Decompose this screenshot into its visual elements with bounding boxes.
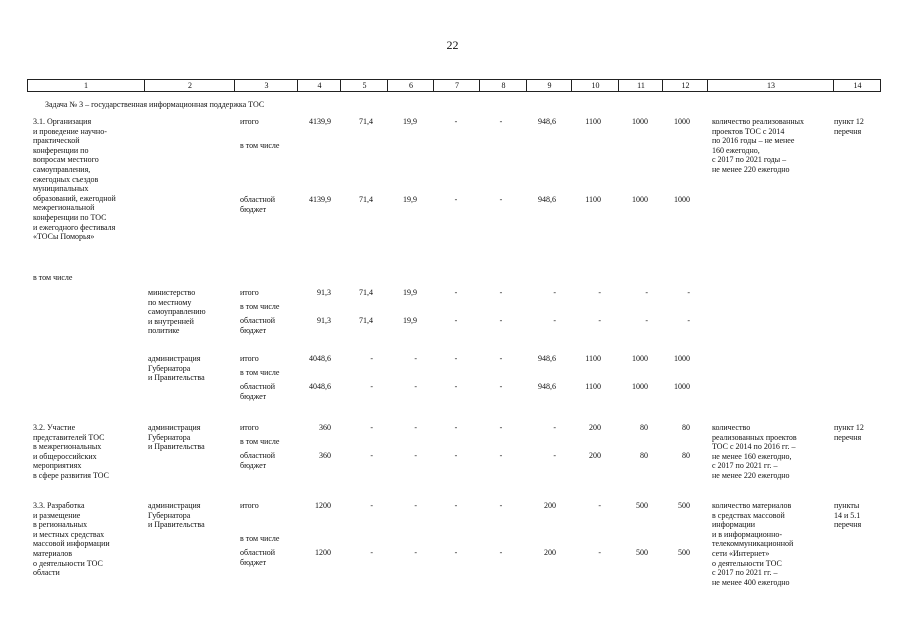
r31-obl-col8: - <box>499 195 503 204</box>
r33-obl-col4: 1200 <box>315 548 331 557</box>
oblastnoy-label: областной бюджет <box>240 548 276 567</box>
v-tom-chisle-label: в том числе <box>240 368 280 377</box>
v-tom-chisle-label: в том числе <box>240 437 280 446</box>
itogo-label: итого <box>240 354 259 363</box>
min-itogo-col7: - <box>454 288 458 297</box>
r32-itogo-col7: - <box>454 423 458 432</box>
r33-obl-col10: - <box>598 548 601 557</box>
r32-itogo-col4: 360 <box>319 423 331 432</box>
r31-itogo-col7: - <box>454 117 458 126</box>
r33-itogo-col10: - <box>598 501 601 510</box>
adm-itogo-col10: 1100 <box>585 354 601 363</box>
r33-obl-col11: 500 <box>636 548 648 557</box>
r33-obl-col6: - <box>414 548 417 557</box>
itogo-label: итого <box>240 288 259 297</box>
r31-itogo-col10: 1100 <box>585 117 601 126</box>
min-obl-col11: - <box>645 316 648 325</box>
r32-obl-col11: 80 <box>640 451 648 460</box>
header-col-2: 2 <box>144 80 235 91</box>
indicator-3-1: количество реализованных проектов ТОС с 2014 по 2016 годы – не менее 160 ежегодно, с 2017 по 2021 годы – не менее 220 ежегодно <box>712 117 805 174</box>
adm-obl-col10: 1100 <box>585 382 601 391</box>
indicator-3-3: количество материалов в средствах массовой информации и в информационно- телекоммуникационной сети «Интернет» о деятельности ТОС с 2017 по 2021 гг. – не менее 400 ежегодно <box>712 501 794 587</box>
r33-itogo-col6: - <box>414 501 417 510</box>
r33-itogo-col7: - <box>454 501 458 510</box>
header-col-14: 14 <box>833 80 881 91</box>
adm-itogo-col11: 1000 <box>632 354 648 363</box>
adm-obl-col9: 948,6 <box>538 382 556 391</box>
header-col-5: 5 <box>340 80 388 91</box>
min-obl-col5: 71,4 <box>359 316 373 325</box>
r32-obl-col6: - <box>414 451 417 460</box>
r33-obl-col8: - <box>499 548 503 557</box>
adm-itogo-col4: 4048,6 <box>309 354 331 363</box>
r33-obl-col7: - <box>454 548 458 557</box>
min-itogo-col12: - <box>687 288 690 297</box>
header-col-7: 7 <box>433 80 480 91</box>
executor-ministry: министерство по местному самоуправлению и внутренней политике <box>148 288 206 336</box>
oblastnoy-label: областной бюджет <box>240 382 276 401</box>
min-obl-col10: - <box>598 316 601 325</box>
r31-itogo-col4: 4139,9 <box>309 117 331 126</box>
r33-itogo-col12: 500 <box>678 501 690 510</box>
min-obl-col8: - <box>499 316 503 325</box>
min-obl-col6: 19,9 <box>403 316 417 325</box>
header-col-13: 13 <box>707 80 834 91</box>
r32-itogo-col9: - <box>553 423 556 432</box>
min-obl-col4: 91,3 <box>317 316 331 325</box>
event-3-1: 3.1. Организация и проведение научно- практической конференции по вопросам местного самоуправления, ежегодных съездов муниципальных образований, ежегодной межрегиональной конференции по ТОС и ежегодного фестиваля «ТОСы Поморья» <box>33 117 116 242</box>
r33-obl-col12: 500 <box>678 548 690 557</box>
r31-obl-col5: 71,4 <box>359 195 373 204</box>
itogo-label: итого <box>240 501 259 510</box>
adm-itogo-col7: - <box>454 354 458 363</box>
r31-obl-col12: 1000 <box>674 195 690 204</box>
min-obl-col9: - <box>553 316 556 325</box>
adm-obl-col8: - <box>499 382 503 391</box>
event-3-3: 3.3. Разработка и размещение в региональных и местных средствах массовой информации материалов о деятельности ТОС области <box>33 501 110 578</box>
r31-itogo-col8: - <box>499 117 503 126</box>
adm-obl-col5: - <box>370 382 373 391</box>
executor-admin: администрация Губернатора и Правительства <box>148 354 205 383</box>
r32-itogo-col11: 80 <box>640 423 648 432</box>
itogo-label: итого <box>240 117 259 126</box>
adm-obl-col12: 1000 <box>674 382 690 391</box>
r31-obl-col10: 1100 <box>585 195 601 204</box>
oblastnoy-label: областной бюджет <box>240 451 276 470</box>
v-tom-chisle-label: в том числе <box>240 141 280 150</box>
r31-obl-col9: 948,6 <box>538 195 556 204</box>
adm-itogo-col5: - <box>370 354 373 363</box>
header-col-12: 12 <box>662 80 708 91</box>
min-obl-col7: - <box>454 316 458 325</box>
r33-obl-col5: - <box>370 548 373 557</box>
r32-obl-col10: 200 <box>589 451 601 460</box>
adm-itogo-col9: 948,6 <box>538 354 556 363</box>
column-number-header <box>27 79 881 92</box>
executor-3-2: администрация Губернатора и Правительства <box>148 423 205 452</box>
oblastnoy-label: областной бюджет <box>240 195 276 214</box>
adm-itogo-col12: 1000 <box>674 354 690 363</box>
header-col-9: 9 <box>526 80 572 91</box>
ref-3-3: пункты 14 и 5.1 перечня <box>834 501 862 530</box>
adm-obl-col6: - <box>414 382 417 391</box>
indicator-3-2: количество реализованных проектов ТОС с 2014 по 2016 гг. – не менее 160 ежегодно, с 2017 по 2021 гг. – не менее 220 ежегодно <box>712 423 797 480</box>
min-obl-col12: - <box>687 316 690 325</box>
event-3-2: 3.2. Участие представителей ТОС в межрегиональных и общероссийских мероприятиях в сфере развития ТОС <box>33 423 109 480</box>
v-tom-chisle-row: в том числе <box>33 273 73 282</box>
r31-obl-col11: 1000 <box>632 195 648 204</box>
itogo-label: итого <box>240 423 259 432</box>
r32-obl-col4: 360 <box>319 451 331 460</box>
r32-itogo-col6: - <box>414 423 417 432</box>
r33-itogo-col9: 200 <box>544 501 556 510</box>
min-itogo-col11: - <box>645 288 648 297</box>
r33-itogo-col8: - <box>499 501 503 510</box>
executor-3-3: администрация Губернатора и Правительства <box>148 501 205 530</box>
r32-obl-col12: 80 <box>682 451 690 460</box>
r31-obl-col7: - <box>454 195 458 204</box>
ref-3-2: пункт 12 перечня <box>834 423 864 442</box>
r32-itogo-col10: 200 <box>589 423 601 432</box>
adm-obl-col4: 4048,6 <box>309 382 331 391</box>
header-col-10: 10 <box>571 80 619 91</box>
header-col-4: 4 <box>297 80 341 91</box>
adm-obl-col11: 1000 <box>632 382 648 391</box>
oblastnoy-label: областной бюджет <box>240 316 276 335</box>
r32-obl-col7: - <box>454 451 458 460</box>
min-itogo-col5: 71,4 <box>359 288 373 297</box>
min-itogo-col10: - <box>598 288 601 297</box>
r31-itogo-col12: 1000 <box>674 117 690 126</box>
r32-obl-col5: - <box>370 451 373 460</box>
min-itogo-col8: - <box>499 288 503 297</box>
r31-obl-col4: 4139,9 <box>309 195 331 204</box>
header-col-3: 3 <box>234 80 298 91</box>
r32-itogo-col5: - <box>370 423 373 432</box>
r31-obl-col6: 19,9 <box>403 195 417 204</box>
r32-obl-col8: - <box>499 451 503 460</box>
task-title: Задача № 3 – государственная информационная поддержка ТОС <box>45 100 265 109</box>
header-col-1: 1 <box>84 81 88 90</box>
v-tom-chisle-label: в том числе <box>240 302 280 311</box>
min-itogo-col6: 19,9 <box>403 288 417 297</box>
r31-itogo-col6: 19,9 <box>403 117 417 126</box>
r32-itogo-col12: 80 <box>682 423 690 432</box>
r33-itogo-col4: 1200 <box>315 501 331 510</box>
r32-itogo-col8: - <box>499 423 503 432</box>
r33-itogo-col11: 500 <box>636 501 648 510</box>
adm-itogo-col8: - <box>499 354 503 363</box>
adm-obl-col7: - <box>454 382 458 391</box>
r33-itogo-col5: - <box>370 501 373 510</box>
v-tom-chisle-label: в том числе <box>240 534 280 543</box>
r31-itogo-col5: 71,4 <box>359 117 373 126</box>
r32-obl-col9: - <box>553 451 556 460</box>
page-number: 22 <box>446 38 459 52</box>
r33-obl-col9: 200 <box>544 548 556 557</box>
ref-3-1: пункт 12 перечня <box>834 117 864 136</box>
r31-itogo-col11: 1000 <box>632 117 648 126</box>
header-col-6: 6 <box>387 80 434 91</box>
header-col-11: 11 <box>618 80 663 91</box>
r31-itogo-col9: 948,6 <box>538 117 556 126</box>
header-col-8: 8 <box>479 80 527 91</box>
min-itogo-col4: 91,3 <box>317 288 331 297</box>
min-itogo-col9: - <box>553 288 556 297</box>
adm-itogo-col6: - <box>414 354 417 363</box>
